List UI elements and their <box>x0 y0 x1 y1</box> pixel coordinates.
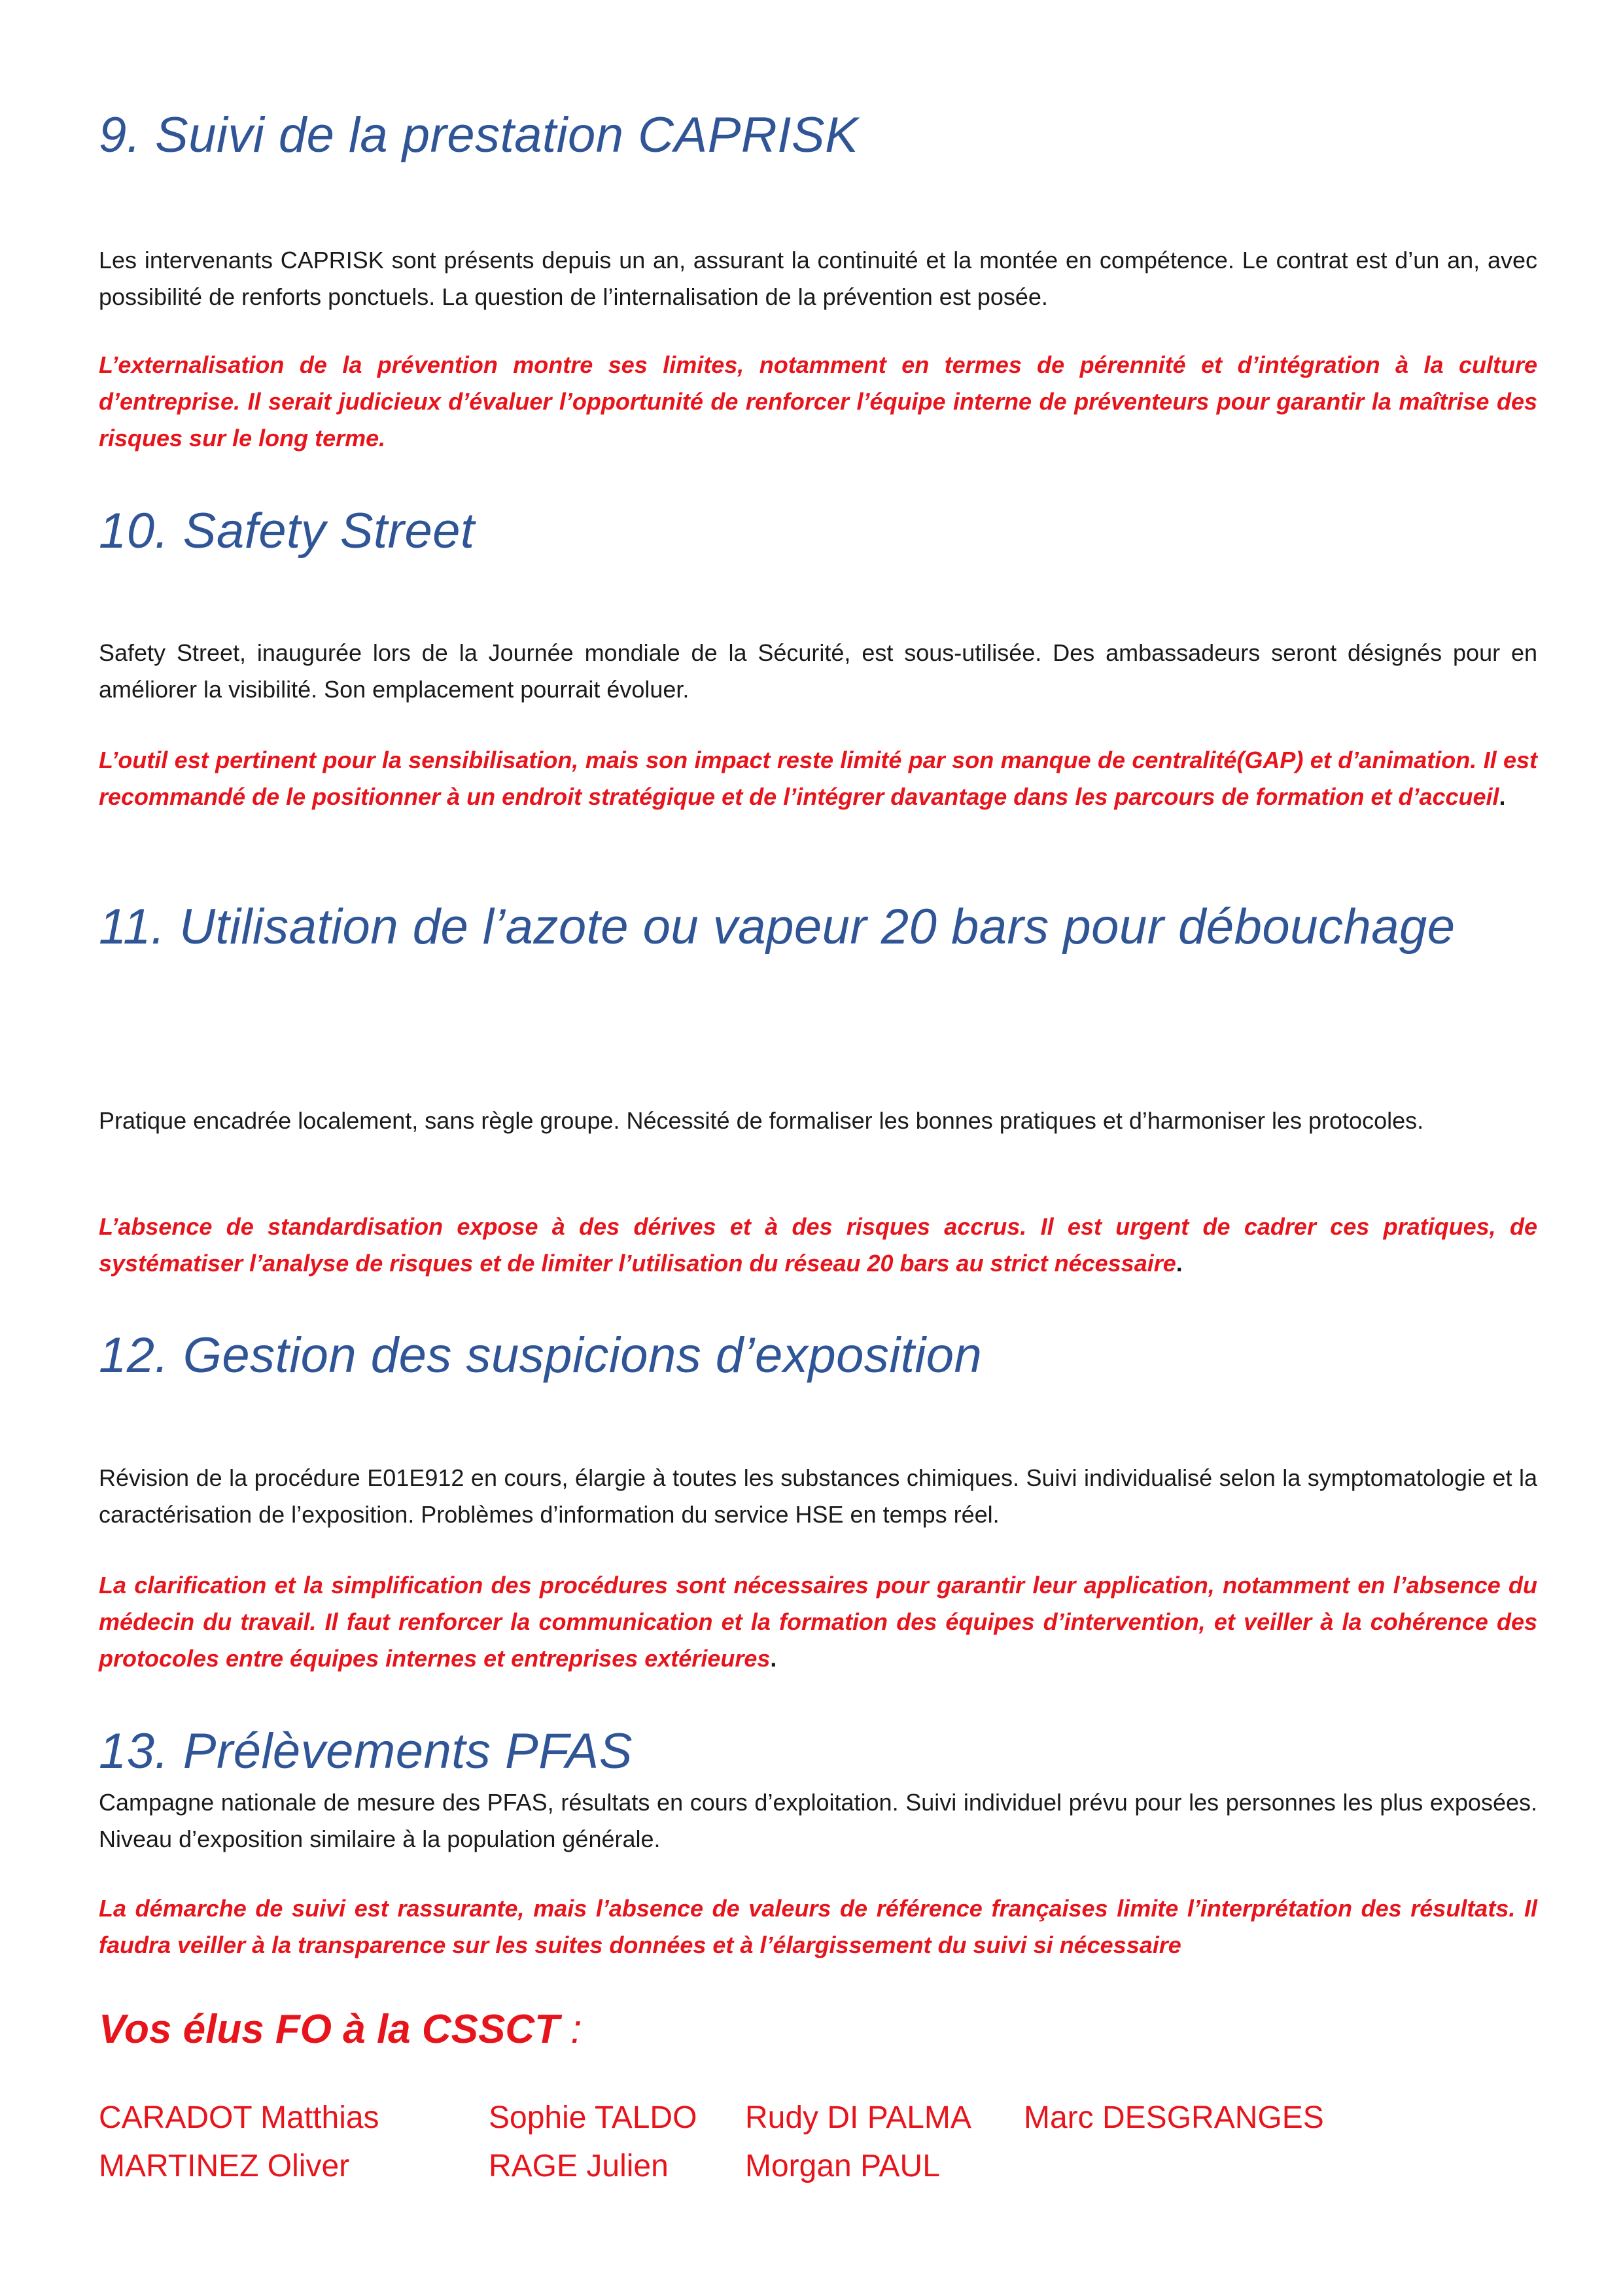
comment-text: L’absence de standardisation expose à des dérives et à des risques accrus. Il est urgent de cadrer ces pratiques, de systématiser l’analyse de risques et de limiter l’utilisation du réseau 20 bars au strict nécessaire <box>99 1213 1537 1277</box>
comment-text: La clarification et la simplification des procédures sont nécessaires pour garantir leur application, notamment en l’absence du médecin du travail. Il faut renforcer la communication et la formation des équipes d’intervention, et veiller à la cohérence des protocoles entre équipes internes et entreprises extérieures <box>99 1572 1537 1672</box>
comment-end: . <box>1499 783 1506 810</box>
section-12-body: Révision de la procédure E01E912 en cours, élargie à toutes les substances chimiques. Suivi individualisé selon la symptomatologie et la caractérisation de l’exposition. Problèmes d’information du service HSE en temps réel. <box>99 1464 1537 1528</box>
section-12-title: 12. Gestion des suspicions d’exposition <box>99 1328 983 1383</box>
comment-end: . <box>1176 1250 1183 1277</box>
section-11-comment <box>99 1209 1537 1282</box>
comment-end: . <box>770 1645 777 1672</box>
elu-name: Morgan PAUL <box>745 2149 940 2183</box>
elu-name: RAGE Julien <box>489 2149 669 2183</box>
elus-title-text: Vos élus FO à la CSSCT <box>99 2007 560 2052</box>
comment-text: L’externalisation de la prévention montre ses limites, notamment en termes de pérennité et d’intégration à la culture d’entreprise. Il serait judicieux d’évaluer l’opportunité de renforcer l’équipe interne de préventeurs pour garantir la maîtrise des risques sur le long terme. <box>99 351 1537 451</box>
comment-text: La démarche de suivi est rassurante, mais l’absence de valeurs de référence françaises limite l’interprétation des résultats. Il faudra veiller à la transparence sur les suites données et à l’élargissement du suivi si nécessaire <box>99 1895 1537 1958</box>
section-9-title: 9. Suivi de la prestation CAPRISK <box>99 107 859 163</box>
elus-title-colon: : <box>559 2007 582 2052</box>
section-9-comment <box>99 347 1537 457</box>
section-11-body: Pratique encadrée localement, sans règle groupe. Nécessité de formaliser les bonnes pratiques et d’harmoniser les protocoles. <box>99 1107 1424 1134</box>
section-13-comment <box>99 1890 1537 1964</box>
elu-name: MARTINEZ Oliver <box>99 2149 350 2183</box>
section-9-body: Les intervenants CAPRISK sont présents depuis un an, assurant la continuité et la montée en compétence. Le contrat est d’un an, avec possibilité de renforts ponctuels. La question de l’internalisation de la prévention est posée. <box>99 247 1537 310</box>
comment-text: L’outil est pertinent pour la sensibilisation, mais son impact reste limité par son manque de centralité(GAP) et d’animation. Il est recommandé de le positionner à un endroit stratégique et de l’intégrer davantage dans les parcours de formation et d’accueil <box>99 747 1537 810</box>
section-10-body: Safety Street, inaugurée lors de la Journée mondiale de la Sécurité, est sous-utilisée. Des ambassadeurs seront désignés pour en améliorer la visibilité. Son emplacement pourrait évoluer. <box>99 639 1537 703</box>
elu-name: Marc DESGRANGES <box>1024 2100 1324 2135</box>
elus-title <box>99 2004 1537 2056</box>
section-13-title: 13. Prélèvements PFAS <box>99 1723 633 1779</box>
section-10-title: 10. Safety Street <box>99 503 475 559</box>
section-10-comment <box>99 742 1537 815</box>
elu-name: CARADOT Matthias <box>99 2100 379 2135</box>
section-13-body: Campagne nationale de mesure des PFAS, résultats en cours d’exploitation. Suivi individuel prévu pour les personnes les plus exposées. Niveau d’exposition similaire à la population générale. <box>99 1789 1537 1852</box>
elu-name: Sophie TALDO <box>489 2100 697 2135</box>
section-11-title: 11. Utilisation de l’azote ou vapeur 20 bars pour débouchage <box>99 899 1456 955</box>
elu-name: Rudy DI PALMA <box>745 2100 971 2135</box>
section-12-comment <box>99 1567 1537 1677</box>
